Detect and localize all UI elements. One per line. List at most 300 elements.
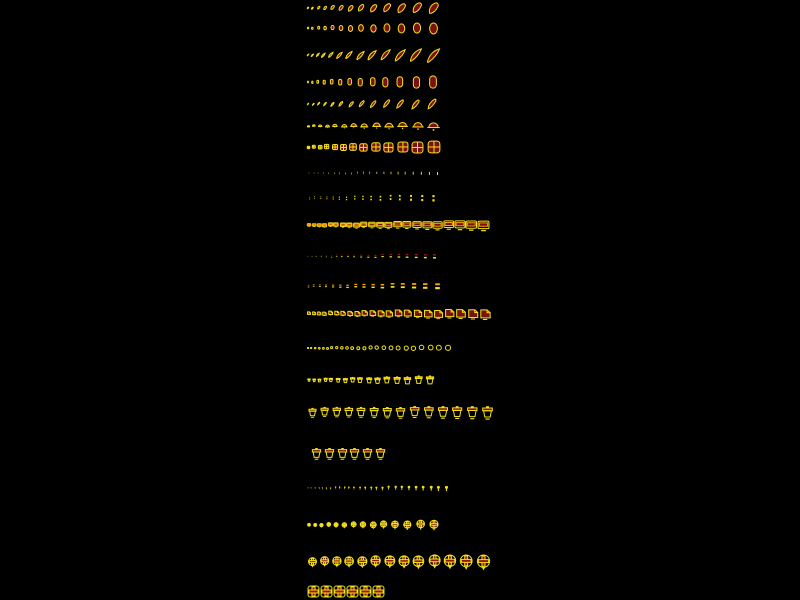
- ballooncross-symbol: [369, 521, 378, 530]
- pot-symbol: [365, 376, 373, 384]
- pot-symbol: [307, 378, 311, 382]
- potred-symbol: [408, 405, 421, 418]
- monitor-symbol: [312, 223, 316, 227]
- flagbox-symbol: [340, 310, 346, 316]
- stack2b-symbol: [421, 282, 430, 291]
- comma-symbol: [317, 6, 320, 9]
- egg-symbol: [427, 22, 440, 35]
- stack2b-symbol: [307, 285, 310, 288]
- pot-symbol: [335, 377, 341, 383]
- pot-symbol: [424, 374, 436, 386]
- boxcross-symbol: [427, 140, 441, 154]
- dome-symbol: [318, 124, 322, 128]
- egg-symbol: [369, 24, 378, 33]
- tick-symbol: [396, 171, 400, 175]
- colon-symbol: [418, 194, 427, 203]
- stack2-symbol: [431, 253, 438, 260]
- ring-symbol: [350, 346, 354, 350]
- tick-symbol: [419, 171, 424, 176]
- ring-symbol: [374, 345, 379, 350]
- ballooncross2-symbol: [475, 554, 492, 571]
- potred-symbol: [422, 405, 436, 419]
- club-symbol: [435, 485, 442, 492]
- capsule-symbol: [337, 79, 343, 85]
- club-symbol: [314, 487, 316, 489]
- boxcross-symbol: [307, 146, 310, 149]
- dome-symbol: [372, 121, 381, 130]
- monitor-symbol: [340, 222, 346, 228]
- colon-symbol: [325, 196, 329, 200]
- monitor-symbol: [402, 220, 412, 230]
- flagbox-symbol: [317, 311, 322, 316]
- pot-symbol: [402, 375, 413, 386]
- club-symbol: [334, 486, 337, 489]
- club-symbol: [358, 486, 362, 490]
- dome-symbol: [384, 121, 394, 131]
- crescent-symbol: [426, 48, 441, 63]
- comma-symbol: [357, 4, 365, 12]
- tick-symbol: [435, 171, 440, 176]
- stack2-symbol: [315, 255, 317, 257]
- ring-symbol: [340, 346, 344, 350]
- boxcross-symbol: [324, 144, 329, 149]
- pot-symbol: [342, 377, 349, 384]
- monitor-symbol: [353, 222, 360, 229]
- dome-symbol: [307, 125, 310, 128]
- stack2b-symbol: [318, 284, 322, 288]
- potred-symbol: [310, 447, 323, 460]
- club-symbol: [420, 485, 426, 491]
- boxcrossbottom-symbol: [307, 585, 320, 598]
- comma-symbol: [311, 7, 314, 10]
- monitor-symbol: [465, 219, 478, 232]
- comma-symbol: [382, 3, 392, 13]
- club-symbol: [374, 486, 379, 491]
- egg-symbol: [330, 25, 335, 30]
- comma-symbol: [307, 7, 309, 9]
- stack2-symbol: [413, 253, 419, 259]
- tick-symbol: [382, 171, 386, 175]
- ballooncross-symbol: [359, 521, 367, 529]
- comma-symbol: [369, 4, 378, 13]
- ballooncross-symbol: [319, 523, 324, 528]
- potred-symbol: [381, 406, 394, 419]
- ballooncross-symbol: [415, 519, 426, 530]
- potred-symbol: [450, 405, 464, 419]
- ballooncross2-symbol: [458, 554, 474, 570]
- ring-symbol: [345, 346, 349, 350]
- stack2b-symbol: [370, 283, 376, 289]
- comma-symbol: [338, 5, 344, 11]
- boxcross-symbol: [383, 142, 394, 153]
- crescent-symbol: [311, 54, 314, 57]
- ballooncross2-symbol: [356, 556, 369, 569]
- club-symbol: [443, 485, 450, 492]
- capsule-symbol: [316, 80, 320, 84]
- colon-symbol: [313, 196, 316, 199]
- stack2b-symbol: [345, 284, 350, 289]
- flagbox-symbol: [328, 310, 333, 315]
- boxcrossbottom-symbol: [333, 585, 346, 598]
- colon-symbol: [368, 195, 374, 201]
- crescent-symbol: [307, 54, 309, 56]
- capsule-symbol: [368, 77, 378, 87]
- ring-symbol: [326, 347, 329, 350]
- tick-symbol: [322, 172, 324, 174]
- potred-symbol: [355, 406, 367, 418]
- club-symbol: [369, 486, 374, 491]
- colon-symbol: [337, 196, 342, 201]
- stack2b-symbol: [353, 283, 359, 289]
- comma-symbol: [396, 3, 407, 14]
- tick-symbol: [362, 171, 365, 174]
- boxcrossbottom-symbol: [346, 585, 359, 598]
- pot-symbol: [382, 375, 392, 385]
- stack2b-symbol: [379, 283, 386, 290]
- crescent-symbol: [394, 49, 407, 62]
- ring-symbol: [322, 347, 325, 350]
- droplet-symbol: [307, 103, 309, 105]
- stack2-symbol: [311, 255, 313, 257]
- ballooncross-symbol: [341, 522, 348, 529]
- ring-symbol: [362, 346, 367, 351]
- flagbox-symbol: [307, 311, 311, 315]
- capsule-symbol: [307, 81, 309, 83]
- dome-symbol: [350, 122, 358, 130]
- tick-symbol: [356, 171, 359, 174]
- egg-symbol: [411, 22, 423, 34]
- club-symbol: [307, 487, 309, 489]
- stack2b-symbol: [433, 282, 442, 291]
- ballooncross-symbol: [379, 520, 388, 529]
- ring-symbol: [356, 346, 361, 351]
- droplet-symbol: [330, 102, 335, 107]
- club-symbol: [399, 485, 405, 491]
- tick-symbol: [327, 172, 330, 175]
- droplet-symbol: [338, 101, 344, 107]
- club-symbol: [380, 486, 385, 491]
- crescent-symbol: [316, 53, 320, 57]
- monitor-symbol: [384, 221, 393, 230]
- pot-symbol: [356, 376, 364, 384]
- crescent-symbol: [409, 48, 423, 62]
- stack2-symbol: [388, 253, 394, 259]
- dome-symbol: [360, 122, 368, 130]
- ballooncross2-symbol: [411, 555, 426, 570]
- pot-symbol: [328, 377, 334, 383]
- pot-symbol: [373, 376, 382, 385]
- tick-symbol: [403, 171, 407, 175]
- flagbox-symbol: [312, 311, 316, 315]
- potred-symbol: [361, 447, 374, 460]
- egg-symbol: [317, 26, 320, 29]
- ballooncross2-symbol: [383, 555, 397, 569]
- club-symbol: [338, 486, 341, 489]
- stack2b-symbol: [410, 282, 418, 290]
- droplet-symbol: [358, 100, 365, 107]
- potred-symbol: [374, 447, 387, 460]
- ballooncross-symbol: [313, 523, 317, 527]
- club-symbol: [393, 485, 398, 490]
- boxcross-symbol: [312, 145, 316, 149]
- ballooncross-symbol: [307, 523, 311, 527]
- monitor-symbol: [477, 219, 490, 232]
- egg-symbol: [323, 26, 327, 30]
- droplet-symbol: [323, 102, 327, 106]
- pot-symbol: [392, 375, 402, 385]
- club-symbol: [310, 487, 312, 489]
- comma-symbol: [347, 5, 354, 12]
- droplet-symbol: [395, 99, 405, 109]
- boxcrossbottom-symbol: [320, 585, 333, 598]
- droplet-symbol: [382, 99, 391, 108]
- monitor-symbol: [307, 223, 311, 227]
- ballooncross2-symbol: [397, 555, 411, 569]
- dome-symbol: [412, 120, 424, 132]
- flagbox-symbol: [467, 307, 480, 320]
- dome-symbol: [332, 123, 338, 129]
- ring-symbol: [335, 346, 339, 350]
- pot-symbol: [317, 378, 322, 383]
- droplet-symbol: [348, 101, 355, 108]
- ballooncross-symbol: [333, 522, 339, 528]
- flagbox-symbol: [455, 307, 467, 319]
- boxcross-symbol: [340, 144, 347, 151]
- colon-symbol: [377, 195, 384, 202]
- stack2b-symbol: [338, 284, 343, 289]
- stack2-symbol: [359, 254, 363, 258]
- stack2-symbol: [373, 254, 378, 259]
- tick-symbol: [344, 172, 347, 175]
- egg-symbol: [357, 24, 365, 32]
- boxcross-symbol: [318, 145, 322, 149]
- stack2-symbol: [422, 253, 429, 260]
- flagbox-symbol: [322, 311, 327, 316]
- flagbox-symbol: [423, 308, 434, 319]
- colon-symbol: [344, 196, 349, 201]
- capsule-symbol: [380, 77, 391, 88]
- monitor-symbol: [376, 221, 384, 229]
- tick-symbol: [338, 172, 341, 175]
- boxcrossbottom-symbol: [372, 585, 385, 598]
- club-symbol: [318, 487, 320, 489]
- stack2b-symbol: [312, 284, 315, 287]
- ring-symbol: [330, 346, 333, 349]
- boxcross-symbol: [411, 141, 424, 154]
- potred-symbol: [368, 406, 380, 418]
- flagbox-symbol: [444, 307, 456, 319]
- flagbox-symbol: [347, 310, 354, 317]
- egg-symbol: [396, 23, 407, 34]
- monitor-symbol: [368, 221, 376, 229]
- tick-symbol: [350, 172, 353, 175]
- comma-symbol: [411, 2, 423, 14]
- ring-symbol: [388, 345, 394, 351]
- ring-symbol: [418, 344, 425, 351]
- stack2b-symbol: [361, 283, 367, 289]
- ring-symbol: [314, 347, 316, 349]
- ring-symbol: [381, 345, 387, 351]
- club-symbol: [347, 486, 351, 490]
- stack2-symbol: [325, 255, 328, 258]
- ballooncross2-symbol: [331, 556, 343, 568]
- colon-symbol: [319, 196, 323, 200]
- tick-symbol: [368, 171, 372, 175]
- stack2-symbol: [340, 254, 344, 258]
- colon-symbol: [387, 194, 394, 201]
- monitor-symbol: [317, 223, 322, 228]
- flagbox-symbol: [334, 310, 340, 316]
- potred-symbol: [394, 406, 407, 419]
- monitor-symbol: [346, 222, 353, 229]
- stack2-symbol: [352, 254, 356, 258]
- tick-symbol: [427, 171, 432, 176]
- potred-symbol: [436, 405, 450, 419]
- stack2-symbol: [366, 254, 371, 259]
- ballooncross2-symbol: [343, 556, 355, 568]
- dome-symbol: [325, 124, 330, 129]
- pot-symbol: [323, 377, 328, 382]
- crescent-symbol: [380, 49, 391, 60]
- stack2-symbol: [320, 255, 323, 258]
- flagbox-symbol: [479, 307, 492, 320]
- flagbox-symbol: [394, 308, 403, 317]
- colon-symbol: [407, 194, 415, 202]
- stack2-symbol: [404, 253, 410, 259]
- egg-symbol: [307, 27, 309, 29]
- crescent-symbol: [345, 51, 353, 59]
- boxcrossbottom-symbol: [359, 585, 372, 598]
- ring-symbol: [395, 345, 401, 351]
- ring-symbol: [307, 347, 309, 349]
- club-symbol: [343, 486, 347, 490]
- crescent-symbol: [336, 52, 343, 59]
- club-symbol: [413, 485, 419, 491]
- tick-symbol: [313, 172, 315, 174]
- boxcross-symbol: [397, 141, 409, 153]
- comma-symbol: [330, 5, 335, 10]
- stack2-symbol: [330, 255, 333, 258]
- ring-symbol: [318, 347, 321, 350]
- capsule-symbol: [394, 76, 406, 88]
- ring-symbol: [368, 345, 373, 350]
- club-symbol: [428, 485, 435, 492]
- potred-symbol: [465, 405, 480, 420]
- flagbox-symbol: [433, 308, 444, 319]
- stack2-symbol: [346, 254, 350, 258]
- colon-symbol: [352, 195, 358, 201]
- stack2b-symbol: [399, 282, 407, 290]
- stack2b-symbol: [324, 284, 328, 288]
- monitor-symbol: [454, 219, 466, 231]
- ballooncross2-symbol: [369, 555, 382, 568]
- tick-symbol: [333, 172, 336, 175]
- pot-symbol: [312, 378, 316, 382]
- potred-symbol: [480, 405, 495, 420]
- tick-symbol: [317, 172, 319, 174]
- monitor-symbol: [393, 220, 402, 229]
- droplet-symbol: [317, 102, 320, 105]
- ballooncross-symbol: [326, 522, 332, 528]
- ring-symbol: [403, 345, 410, 352]
- potred-symbol: [331, 406, 343, 418]
- colon-symbol: [360, 195, 366, 201]
- ballooncross-symbol: [428, 519, 440, 531]
- monitor-symbol: [333, 222, 339, 228]
- stack2-symbol: [380, 253, 385, 258]
- flagbox-symbol: [369, 309, 377, 317]
- comma-symbol: [427, 2, 440, 15]
- ballooncross2-symbol: [319, 556, 330, 567]
- ring-symbol: [310, 347, 312, 349]
- droplet-symbol: [369, 100, 377, 108]
- droplet-symbol: [426, 98, 438, 110]
- club-symbol: [406, 485, 412, 491]
- ring-symbol: [435, 344, 443, 352]
- flagbox-symbol: [385, 309, 394, 318]
- monitor-symbol: [360, 221, 367, 228]
- crescent-symbol: [356, 51, 365, 60]
- droplet-symbol: [312, 103, 315, 106]
- stack2-symbol: [396, 253, 402, 259]
- boxcross-symbol: [359, 143, 368, 152]
- crescent-symbol: [328, 52, 334, 58]
- dome-symbol: [341, 123, 348, 130]
- ring-symbol: [427, 344, 434, 351]
- monitor-symbol: [412, 220, 422, 230]
- ring-symbol: [444, 344, 452, 352]
- pot-symbol: [349, 376, 356, 383]
- flagbox-symbol: [413, 308, 423, 318]
- capsule-symbol: [329, 79, 334, 84]
- potred-symbol: [336, 447, 349, 460]
- potred-symbol: [343, 406, 355, 418]
- ballooncross2-symbol: [442, 554, 458, 570]
- club-symbol: [321, 487, 324, 490]
- ballooncross-symbol: [402, 520, 413, 531]
- droplet-symbol: [410, 99, 421, 110]
- ballooncross2-symbol: [307, 557, 318, 568]
- monitor-symbol: [322, 223, 327, 228]
- capsule-symbol: [426, 75, 440, 89]
- comma-symbol: [323, 6, 327, 10]
- tick-symbol: [308, 172, 310, 174]
- boxcross-symbol: [371, 142, 381, 152]
- club-symbol: [386, 485, 391, 490]
- stack2-symbol: [307, 255, 309, 257]
- monitor-symbol: [422, 220, 433, 231]
- colon-symbol: [429, 194, 438, 203]
- tick-symbol: [389, 171, 393, 175]
- flagbox-symbol: [354, 310, 361, 317]
- capsule-symbol: [356, 78, 365, 87]
- flagbox-symbol: [403, 308, 413, 318]
- capsule-symbol: [346, 78, 353, 85]
- club-symbol: [325, 487, 328, 490]
- capsule-symbol: [311, 81, 314, 84]
- crescent-symbol: [321, 53, 326, 58]
- monitor-symbol: [443, 219, 455, 231]
- ballooncross-symbol: [390, 520, 400, 530]
- ballooncross2-symbol: [427, 554, 442, 569]
- potred-symbol: [323, 447, 336, 460]
- potred-symbol: [319, 406, 330, 417]
- egg-symbol: [347, 25, 354, 32]
- club-symbol: [352, 486, 356, 490]
- egg-symbol: [338, 25, 344, 31]
- monitor-symbol: [432, 220, 443, 231]
- boxcross-symbol: [332, 144, 338, 150]
